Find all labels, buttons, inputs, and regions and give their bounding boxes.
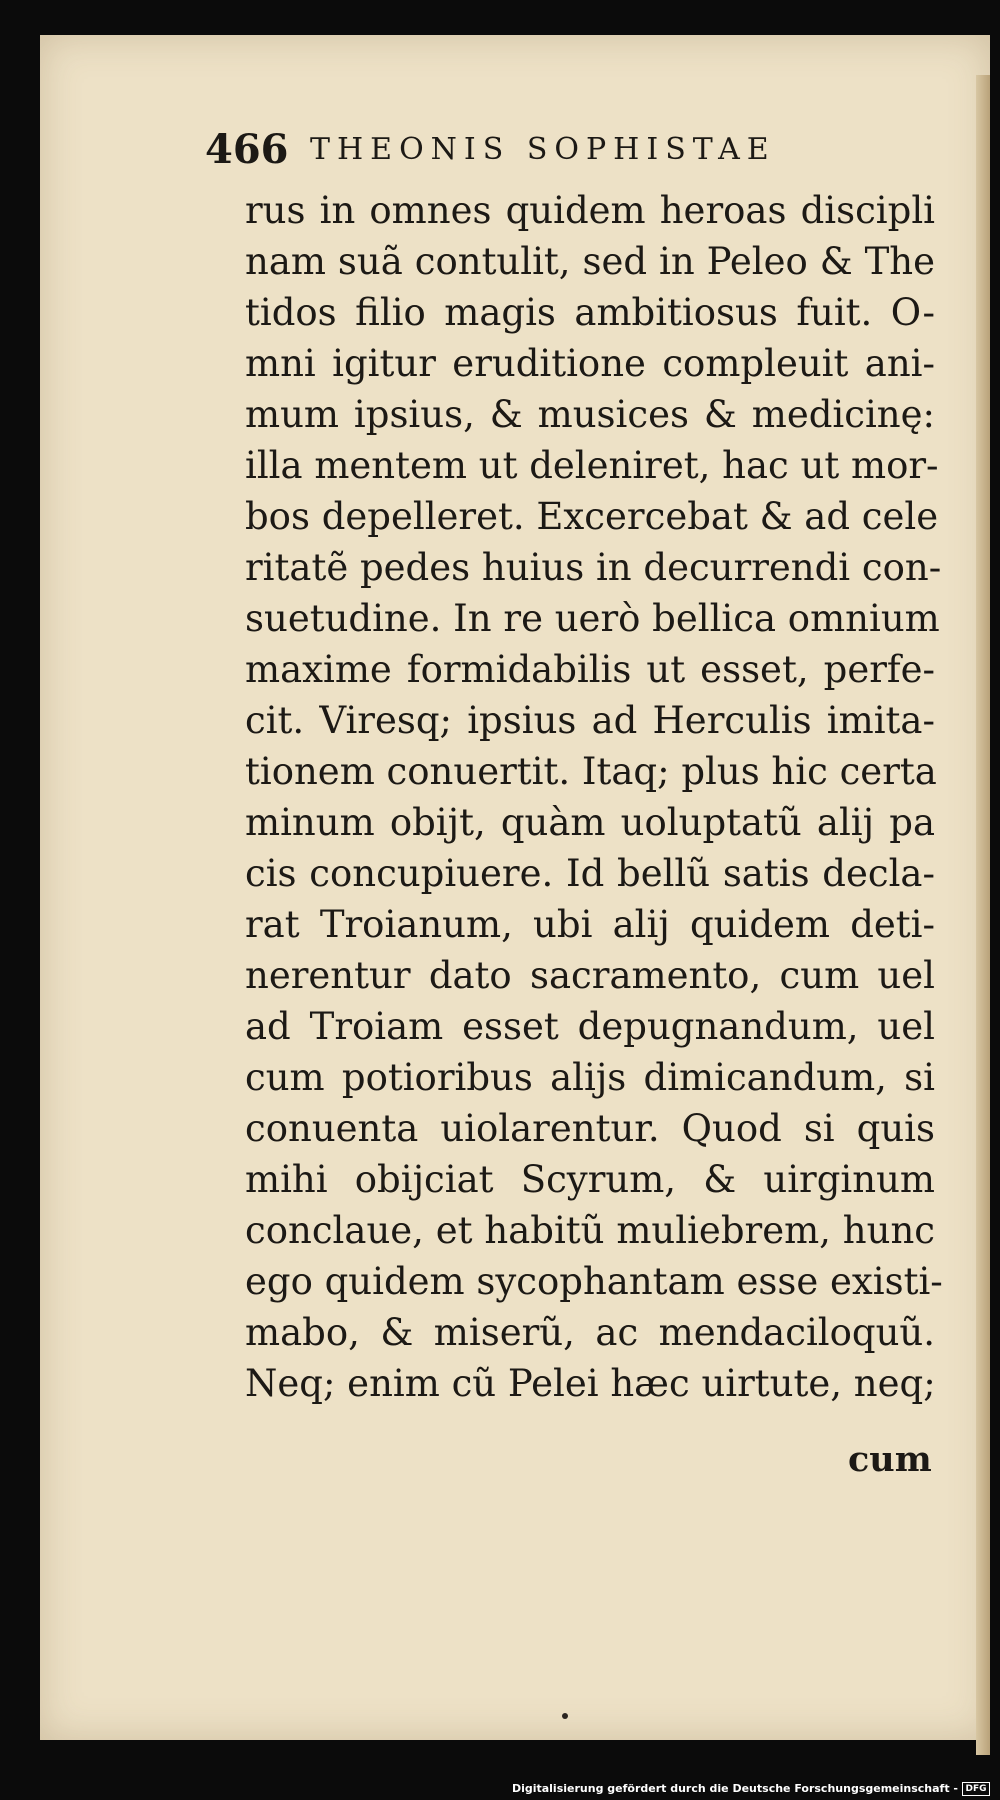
page-number: 466 (205, 126, 289, 173)
dfg-logo-icon: DFG (962, 1782, 990, 1796)
page-edge (976, 75, 990, 1755)
text-line: conuenta uiolarentur. Quod si quis (245, 1107, 935, 1150)
text-line: illa mentem ut deleniret, hac ut mor- (245, 444, 939, 487)
text-line: nerentur dato sacramento, cum uel (245, 954, 935, 997)
text-line: nam suã contulit, sed in Peleo & The (245, 240, 935, 283)
text-line: mni igitur eruditione compleuit ani- (245, 342, 935, 385)
text-line: Neq; enim cũ Pelei hæc uirtute, neq; (245, 1362, 936, 1405)
text-line: suetudine. In re uerò bellica omnium (245, 597, 940, 640)
text-line: ad Troiam esset depugnandum, uel (245, 1005, 935, 1048)
text-line: conclaue, et habitũ muliebrem, hunc (245, 1209, 935, 1252)
text-line: ritatẽ pedes huius in decurrendi con- (245, 546, 942, 589)
text-line: ego quidem sycophantam esse existi- (245, 1260, 943, 1303)
body-text (245, 185, 943, 1409)
catchword: cum (848, 1439, 932, 1480)
text-line: rat Troianum, ubi alij quidem deti- (245, 903, 935, 946)
text-line: cis concupiuere. Id bellũ satis decla- (245, 852, 935, 895)
text-line: maxime formidabilis ut esset, perfe- (245, 648, 935, 691)
running-head (205, 120, 965, 180)
text-line: mihi obijciat Scyrum, & uirginum (245, 1158, 935, 1201)
text-line: bos depelleret. Excercebat & ad cele (245, 495, 939, 538)
digitization-credit (512, 1782, 990, 1796)
text-line: tidos filio magis ambitiosus fuit. O- (245, 291, 935, 334)
text-line: rus in omnes quidem heroas discipli (245, 189, 935, 232)
text-line: mabo, & miserũ, ac mendaciloquũ. (245, 1311, 935, 1354)
text-line: cum potioribus alijs dimicandum, si (245, 1056, 935, 1099)
text-line: tionem conuertit. Itaq; plus hic certa (245, 750, 937, 793)
running-head-title: THEONIS SOPHISTAE (310, 132, 776, 167)
credit-text: Digitalisierung gefördert durch die Deutsche Forschungsgemeinschaft - (511, 1782, 958, 1795)
ink-speck (562, 1713, 568, 1719)
text-line: minum obijt, quàm uoluptatũ alij pa (245, 801, 935, 844)
text-line: mum ipsius, & musices & medicinę: (245, 393, 935, 436)
text-line: cit. Viresq; ipsius ad Herculis imita- (245, 699, 935, 742)
